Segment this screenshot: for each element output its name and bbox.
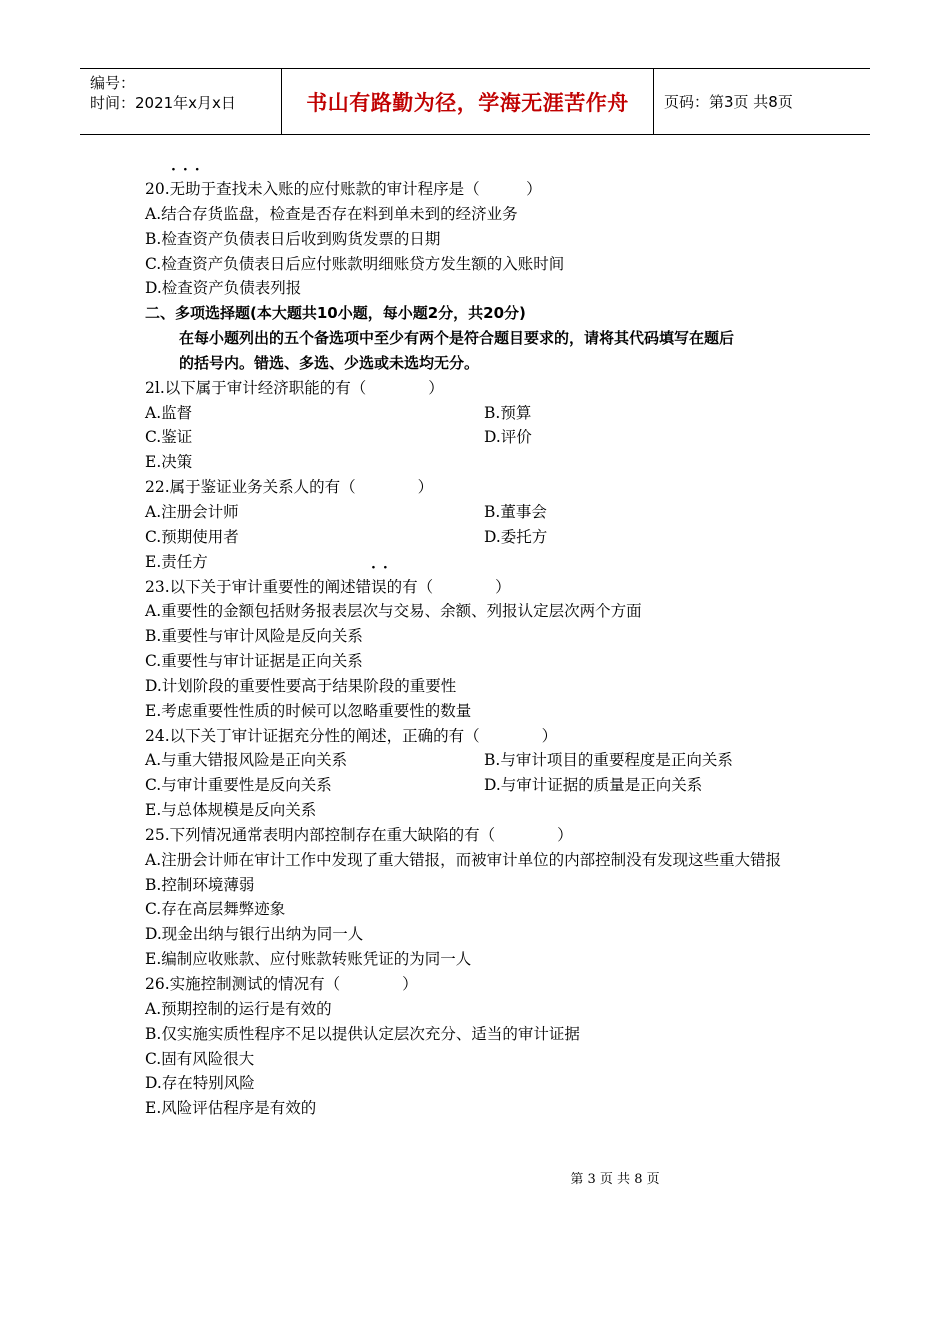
question-23-option-b: B.重要性与审计风险是反向关系 (145, 627, 363, 646)
number-label: 编号： (90, 74, 136, 92)
question-23-option-a: A.重要性的金额包括财务报表层次与交易、余额、列报认定层次两个方面 (145, 602, 642, 621)
question-23-option-e: E.考虑重要性性质的时候可以忽略重要性的数量 (145, 701, 472, 720)
header-right-cell (654, 69, 870, 134)
header-middle-cell (282, 69, 654, 134)
question-24-option-c: C.与审计重要性是反向关系 (145, 776, 332, 795)
question-25-option-c: C.存在高层舞弊迹象 (145, 900, 286, 919)
time-label: 时间：2021年x月x日 (90, 94, 236, 112)
question-21-stem: 2l.以下属于审计经济职能的有（ ） (145, 378, 444, 397)
question-26-option-a: A.预期控制的运行是有效的 (145, 999, 332, 1018)
question-24-option-b: B.与审计项目的重要程度是正向关系 (484, 751, 733, 770)
question-25-stem: 25.下列情况通常表明内部控制存在重大缺陷的有（ ） (145, 825, 573, 844)
header-left-cell (80, 69, 282, 134)
question-23-option-d: D.计划阶段的重要性要高于结果阶段的重要性 (145, 676, 457, 695)
question-22-options-row-1 (145, 500, 825, 525)
emphasis-dots: ·· (371, 559, 395, 576)
question-25-option-e: E.编制应收账款、应付账款转账凭证的为同一人 (145, 950, 472, 969)
question-21-option-a: A.监督 (145, 403, 193, 422)
document-body (145, 162, 825, 1121)
question-20-option-b: B.检查资产负债表日后收到购货发票的日期 (145, 229, 441, 248)
question-25-option-a: A.注册会计师在审计工作中发现了重大错报，而被审计单位的内部控制没有发现这些重大错报 (145, 850, 782, 869)
page-label: 页码：第3页 共8页 (664, 93, 793, 111)
section-2-instruction-2: 的括号内。错选、多选、少选或未选均无分。 (179, 353, 480, 372)
question-26-option-b: B.仅实施实质性程序不足以提供认定层次充分、适当的审计证据 (145, 1024, 580, 1043)
question-22-option-e: E.责任方 (145, 552, 208, 571)
question-21-options-row-1 (145, 401, 825, 426)
question-23-stem: ·· 23.以下关于审计重要性的阐述错误的有（ ） (145, 559, 511, 596)
question-25-option-d: D.现金出纳与银行出纳为同一人 (145, 925, 364, 944)
question-21-option-b: B.预算 (484, 403, 532, 422)
question-24-option-e: E.与总体规模是反向关系 (145, 801, 317, 820)
question-26-option-e: E.风险评估程序是有效的 (145, 1099, 317, 1118)
question-22-option-c: C.预期使用者 (145, 527, 239, 546)
question-24-stem: 24.以下关丁审计证据充分性的阐述，正确的有（ ） (145, 726, 558, 745)
question-25-option-b: B.控制环境薄弱 (145, 875, 255, 894)
question-22-option-d: D.委托方 (484, 527, 548, 546)
question-21-option-e: E.决策 (145, 453, 193, 472)
question-20-option-a: A.结合存货监盘，检查是否存在料到单未到的经济业务 (145, 204, 518, 223)
question-20-option-d: D.检查资产负债表列报 (145, 279, 302, 298)
section-2-instruction-1: 在每小题列出的五个备选项中至少有两个是符合题目要求的，请将其代码填写在题后 (179, 329, 735, 348)
question-24-option-d: D.与审计证据的质量是正向关系 (484, 776, 703, 795)
question-22-option-a: A.注册会计师 (145, 502, 239, 521)
question-26-option-c: C.固有风险很大 (145, 1049, 255, 1068)
question-26-stem: 26.实施控制测试的情况有（ ） (145, 975, 418, 993)
section-2-title: 二、多项选择题(本大题共10小题，每小题2分，共20分) (145, 304, 526, 323)
question-24-option-a: A.与重大错报风险是正向关系 (145, 751, 348, 770)
question-21-option-d: D.评价 (484, 428, 532, 447)
question-22-option-b: B.董事会 (484, 502, 547, 521)
question-22-options-row-2 (145, 525, 825, 550)
header-table (80, 68, 870, 135)
motto: 书山有路勤为径，学海无涯苦作舟 (306, 90, 629, 115)
question-21-option-c: C.鉴证 (145, 428, 193, 447)
emphasis-dots: ··· (171, 162, 207, 178)
question-20-stem: ··· 20.无助于查找未入账的应付账款的审计程序是（ ） (145, 162, 542, 198)
question-26-option-d: D.存在特别风险 (145, 1074, 255, 1093)
question-20-option-c: C.检查资产负债表日后应付账款明细账贷方发生额的入账时间 (145, 254, 565, 273)
page-footer: 第 3 页 共 8 页 (570, 1172, 660, 1187)
question-23-option-c: C.重要性与审计证据是正向关系 (145, 652, 363, 671)
question-24-options-row-2 (145, 773, 825, 798)
question-22-stem: 22.属于鉴证业务关系人的有（ ） (145, 478, 434, 497)
question-21-options-row-2 (145, 425, 825, 450)
question-24-options-row-1 (145, 748, 825, 773)
